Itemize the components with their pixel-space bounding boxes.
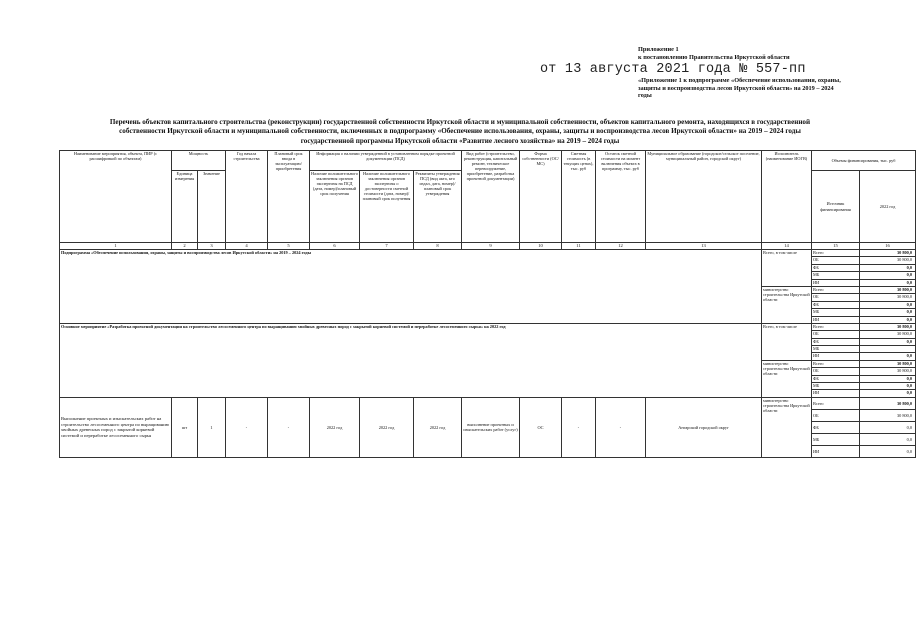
col-header-commission: Плановый срок ввода в эксплуатацию/ приобретения bbox=[268, 151, 310, 243]
appendix-line: «Приложение 1 к подпрограмме «Обеспечение использования, охраны, bbox=[638, 77, 841, 85]
source-cell: ОБ bbox=[812, 257, 860, 264]
column-number: 14 bbox=[762, 243, 812, 250]
main-activity-name: Основное мероприятие «Разработка проектной документации на строительство лесосеменного центра по выращиванию хвойных древесных пород с закрытой корневой системой и переработке лесосеменного сырья» на 2022 год bbox=[60, 323, 762, 397]
amount-cell: 0,0 bbox=[860, 390, 916, 397]
subprogram-name: Подпрограмма «Обеспечение использования, охраны, защиты и воспроизводства лесов Иркутской области» на 2019 – 2024 годы bbox=[60, 250, 762, 324]
amount-cell: 30 800,0 bbox=[860, 323, 916, 330]
object-ownership: ОС bbox=[520, 397, 562, 457]
column-number: 2 bbox=[172, 243, 198, 250]
registration-stamp: от 13 августа 2021 года № 557-пп bbox=[540, 62, 806, 77]
object-executor: министерство строительства Иркутской области bbox=[762, 397, 812, 457]
source-cell: ОБ bbox=[812, 294, 860, 301]
object-start-year: - bbox=[226, 397, 268, 457]
source-cell: ОБ bbox=[812, 331, 860, 338]
amount-cell: 30 800,0 bbox=[860, 250, 916, 257]
amount-cell: 0,0 bbox=[860, 316, 916, 323]
title-line: собственности Иркутской области и муниципальной собственности, включенных в подпрограмму «Обеспечение использования, охраны, защиты и воспроизводства лесов Иркутской области» на 2019 – 2024 годы bbox=[119, 127, 801, 136]
col-header-financing: Объемы финансирования, тыс. руб bbox=[812, 151, 916, 171]
title-line: государственной программы Иркутской области «Развитие лесного хозяйства» на 2019 – 2024 годы bbox=[300, 136, 620, 145]
amount-cell: 0,0 bbox=[860, 264, 916, 271]
objects-table bbox=[59, 150, 916, 458]
col-header-remaining: Остаток сметной стоимости на момент включения объекта в программу, тыс. руб bbox=[596, 151, 646, 243]
appendix-line: защиты и воспроизводства лесов Иркутской области» на 2019 – 2024 bbox=[638, 84, 834, 92]
amount-cell: 0,0 bbox=[860, 433, 916, 445]
col-header-start-year: Год начала строительства bbox=[226, 151, 268, 243]
ministry-label: министерство строительства Иркутской области bbox=[762, 360, 812, 397]
col-header-unit: Единица измерения bbox=[172, 171, 198, 243]
col-header-estimate: Сметная стоимость (в текущих ценах), тыс. руб bbox=[562, 151, 596, 243]
source-cell: Всего bbox=[812, 323, 860, 330]
col-header-year-2022: 2022 год bbox=[860, 171, 916, 243]
amount-cell: 0,0 bbox=[860, 353, 916, 360]
source-cell: Всего bbox=[812, 286, 860, 293]
source-cell: ФБ bbox=[812, 338, 860, 345]
col-header-approval: Реквизиты утверждения ПСД (вид акта, кто издал, дата, номер)/ плановый срок утверждения bbox=[414, 171, 462, 243]
column-number: 13 bbox=[646, 243, 762, 250]
source-cell: МБ bbox=[812, 309, 860, 316]
object-expertise: 2022 год bbox=[310, 397, 360, 457]
object-remaining: - bbox=[596, 397, 646, 457]
source-cell: Всего bbox=[812, 250, 860, 257]
source-cell: ИИ bbox=[812, 390, 860, 397]
source-cell: Всего bbox=[812, 360, 860, 367]
amount-cell: 0,0 bbox=[860, 272, 916, 279]
source-cell: ИИ bbox=[812, 445, 860, 457]
amount-cell: 0,0 bbox=[860, 421, 916, 433]
source-cell: ФБ bbox=[812, 375, 860, 382]
source-cell: ИИ bbox=[812, 316, 860, 323]
amount-cell: 0,0 bbox=[860, 301, 916, 308]
column-number: 1 bbox=[60, 243, 172, 250]
amount-cell: 0,0 bbox=[860, 375, 916, 382]
source-cell: ОБ bbox=[812, 368, 860, 375]
col-header-executor: Исполнитель (наименование ИОГВ) bbox=[762, 151, 812, 243]
column-number: 4 bbox=[226, 243, 268, 250]
table-row bbox=[60, 250, 916, 257]
column-number: 8 bbox=[414, 243, 462, 250]
source-cell: ИИ bbox=[812, 279, 860, 286]
col-header-value: Значение bbox=[198, 171, 226, 243]
amount-cell: 30 800,0 bbox=[860, 294, 916, 301]
source-cell: ФБ bbox=[812, 301, 860, 308]
object-row bbox=[60, 397, 916, 409]
object-unit: шт bbox=[172, 397, 198, 457]
amount-cell: 0,0 bbox=[860, 338, 916, 345]
table-row bbox=[60, 323, 916, 330]
amount-cell: 30 800,0 bbox=[860, 257, 916, 264]
amount-cell bbox=[860, 346, 916, 353]
title-line: Перечень объектов капитального строительства (реконструкции) государственной собственности Иркутской области и муниципальной собственности, объектов капитального ремонта, находящихся в государственной bbox=[109, 118, 811, 126]
column-number: 7 bbox=[360, 243, 414, 250]
col-header-source: Источник финансирования bbox=[812, 171, 860, 243]
column-number: 12 bbox=[596, 243, 646, 250]
column-number: 11 bbox=[562, 243, 596, 250]
object-name: Выполнение проектных и изыскательских работ на строительство лесосеменного центра по выращиванию хвойных древесных пород с закрытой корневой системой и переработке лесосеменного сырья bbox=[60, 397, 172, 457]
document-title bbox=[80, 118, 840, 146]
amount-cell: 0,0 bbox=[860, 445, 916, 457]
source-cell: МБ bbox=[812, 272, 860, 279]
col-header-work-type: Вид работ (строительство, реконструкция, капитальный ремонт, техническое перевооружение, приобретение, разработка проектной документации) bbox=[462, 151, 520, 243]
appendix-line: к постановлению Правительства Иркутской области bbox=[638, 53, 790, 61]
column-numbers-row bbox=[60, 243, 916, 250]
source-cell: ОБ bbox=[812, 409, 860, 421]
source-cell: ФБ bbox=[812, 264, 860, 271]
source-cell: ФБ bbox=[812, 421, 860, 433]
source-cell: Всего bbox=[812, 397, 860, 409]
source-cell: МБ bbox=[812, 346, 860, 353]
object-commission: - bbox=[268, 397, 310, 457]
col-header-name: Наименование мероприятия, объекта, ПИР (с расшифровкой по объектам) bbox=[60, 151, 172, 243]
source-cell: МБ bbox=[812, 433, 860, 445]
column-number: 10 bbox=[520, 243, 562, 250]
amount-cell: 30 800,0 bbox=[860, 286, 916, 293]
col-header-capacity: Мощность bbox=[172, 151, 226, 171]
amount-cell: 30 800,0 bbox=[860, 409, 916, 421]
object-approval: 2022 год bbox=[414, 397, 462, 457]
amount-cell: 0,0 bbox=[860, 383, 916, 390]
column-number: 5 bbox=[268, 243, 310, 250]
column-number: 16 bbox=[860, 243, 916, 250]
column-number: 9 bbox=[462, 243, 520, 250]
object-municipality: Ангарский городской округ bbox=[646, 397, 762, 457]
object-value: 1 bbox=[198, 397, 226, 457]
col-header-expertise: Наличие положительного заключения органов экспертизы на ПСД (дата, номер)/плановый срок получения bbox=[310, 171, 360, 243]
amount-cell: 0,0 bbox=[860, 279, 916, 286]
source-cell: МБ bbox=[812, 383, 860, 390]
col-header-ownership: Форма собственности (ОС/МС) bbox=[520, 151, 562, 243]
col-header-municipality: Муниципальное образование (городское/сельское поселение, муниципальный район, городской округ) bbox=[646, 151, 762, 243]
ministry-label: министерство строительства Иркутской области bbox=[762, 286, 812, 323]
appendix-line: Приложение 1 bbox=[638, 46, 679, 53]
object-estimate-expertise: 2022 год bbox=[360, 397, 414, 457]
amount-cell: 0,0 bbox=[860, 309, 916, 316]
col-header-psd-info: Информация о наличии утвержденной в установленном порядке проектной документации (ПСД) bbox=[310, 151, 462, 171]
amount-cell: 30 800,0 bbox=[860, 360, 916, 367]
source-cell: ИИ bbox=[812, 353, 860, 360]
column-number: 6 bbox=[310, 243, 360, 250]
column-number: 15 bbox=[812, 243, 860, 250]
header-row bbox=[60, 151, 916, 171]
amount-cell: 30 800,0 bbox=[860, 368, 916, 375]
column-number: 3 bbox=[198, 243, 226, 250]
total-label: Всего, в том числе bbox=[762, 250, 812, 287]
amount-cell: 30 800,0 bbox=[860, 331, 916, 338]
amount-cell: 30 800,0 bbox=[860, 397, 916, 409]
total-label: Всего, в том числе bbox=[762, 323, 812, 360]
object-estimate: - bbox=[562, 397, 596, 457]
object-work-type: выполнение проектных и изыскательских работ (услуг) bbox=[462, 397, 520, 457]
appendix-line: годы bbox=[638, 92, 652, 100]
col-header-estimate-expertise: Наличие положительного заключения органов экспертизы о достоверности сметной стоимости (дата, номер)/плановый срок получения bbox=[360, 171, 414, 243]
